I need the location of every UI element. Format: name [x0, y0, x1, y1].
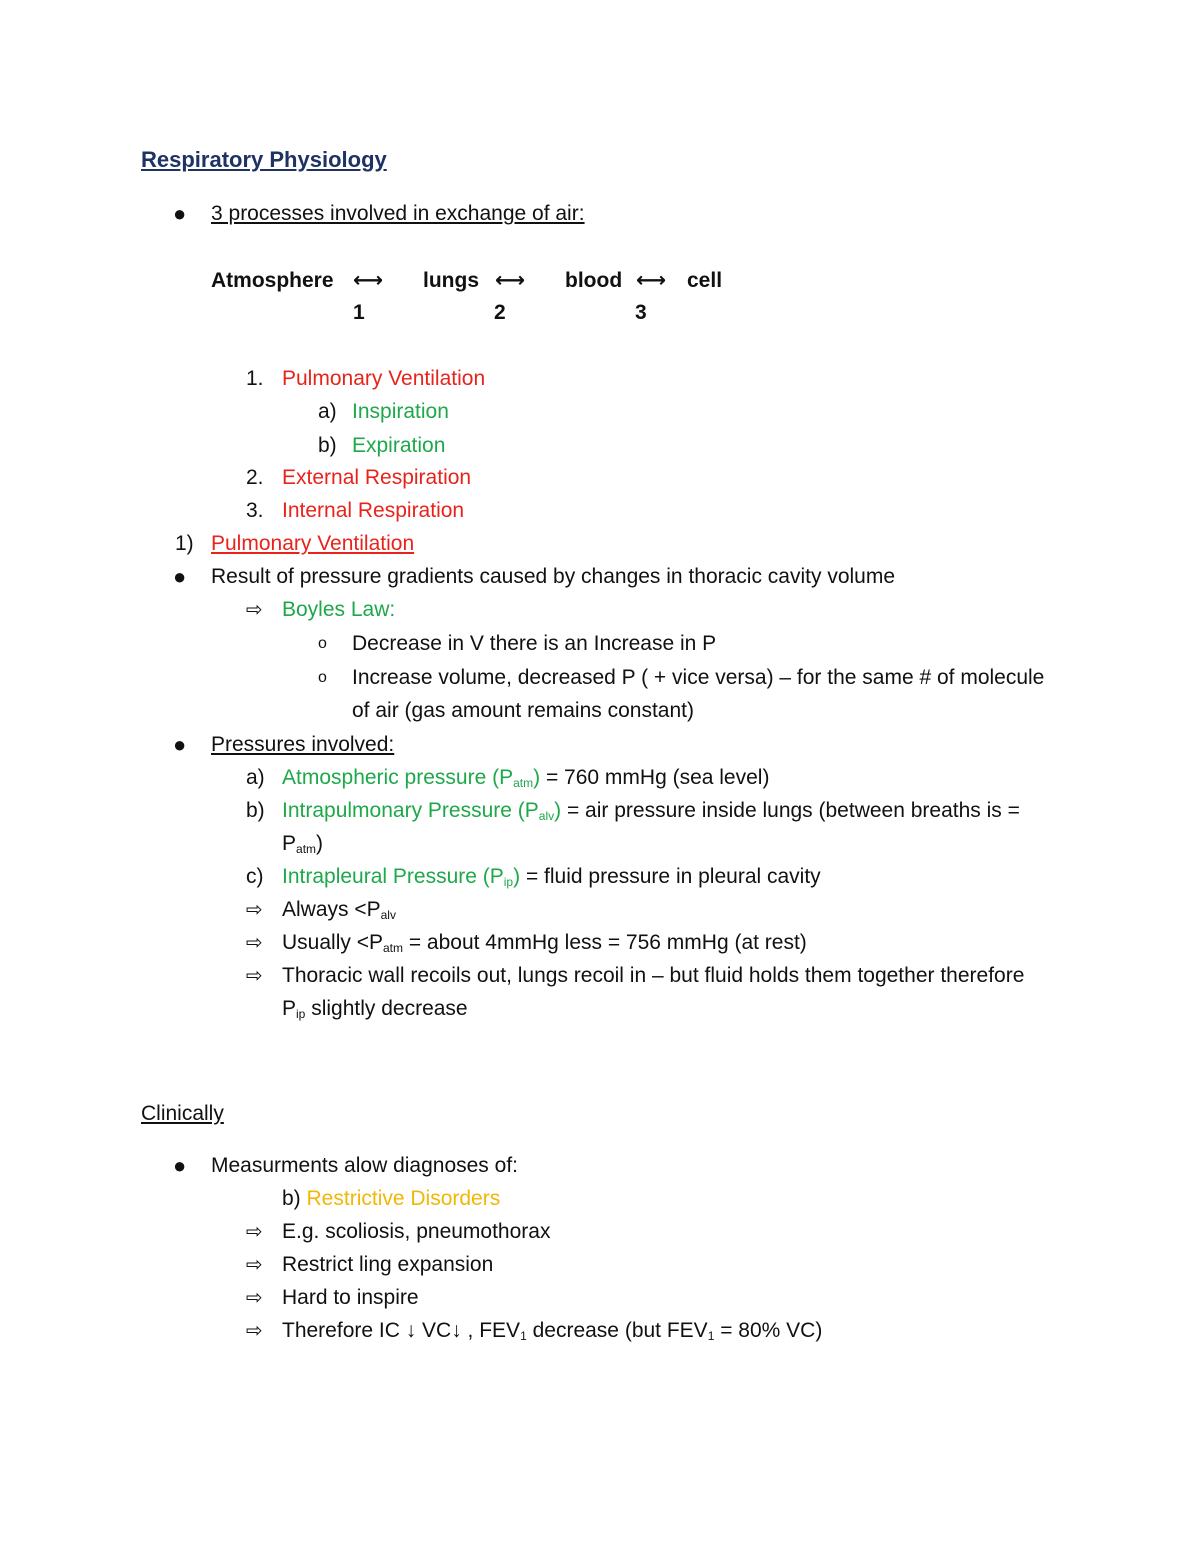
list-num: a)	[318, 400, 337, 423]
circle-bullet-icon: o	[318, 635, 327, 652]
chain-num-1: 1	[353, 301, 365, 324]
page-title: Respiratory Physiology	[141, 147, 387, 172]
chain-cell: cell	[687, 269, 723, 292]
pressure-ip-line: Intrapleural Pressure $(P_{ip})$ = fluid pressure in pleural cavity	[282, 865, 821, 889]
clinical-item: Restrict ling expansion	[282, 1253, 494, 1276]
list-item: Pulmonary Ventilation	[282, 367, 486, 390]
arrow-right-icon: ⇨	[246, 932, 263, 954]
bullet-icon: ●	[173, 732, 187, 757]
list-item: External Respiration	[282, 466, 472, 489]
arrow-right-icon: ⇨	[246, 599, 263, 621]
chain-atmosphere: Atmosphere	[211, 269, 334, 292]
pressure-label: a)	[246, 766, 265, 789]
clinically-heading: Clinically	[141, 1102, 224, 1125]
pressure-gradient-text: Result of pressure gradients caused by changes in thoracic cavity volume	[211, 565, 896, 588]
double-arrow-icon: ⟷	[353, 269, 384, 292]
boyles-point: of air (gas amount remains constant)	[352, 699, 694, 722]
list-item: Inspiration	[352, 400, 449, 423]
list-num: 2.	[246, 466, 264, 489]
bullet-icon: ●	[173, 201, 187, 226]
arrow-right-icon: ⇨	[246, 1320, 263, 1342]
list-item: Expiration	[352, 434, 446, 457]
pressure-label: b)	[246, 799, 265, 822]
section-num: 1)	[175, 532, 194, 555]
double-arrow-icon: ⟷	[495, 269, 526, 292]
boyles-point: Increase volume, decreased P ( + vice versa) – for the same # of molecule	[352, 666, 1045, 689]
list-num: b)	[318, 434, 337, 457]
clinical-item: Hard to inspire	[282, 1286, 419, 1309]
circle-bullet-icon: o	[318, 669, 327, 686]
pressure-atm-line: Atmospheric pressure $(P_{atm}) = 760$ mmHg (sea level)	[282, 766, 770, 790]
arrow-right-icon: ⇨	[246, 899, 263, 921]
measurements-text: Measurments alow diagnoses of:	[211, 1154, 518, 1177]
usually-line: Usually $<P_{atm}$ = about 4mmHg less = 756 mmHg (at rest)	[282, 931, 807, 955]
arrow-right-icon: ⇨	[246, 1221, 263, 1243]
list-num: 1.	[246, 367, 264, 390]
chain-lungs: lungs	[423, 269, 479, 292]
arrow-right-icon: ⇨	[246, 1287, 263, 1309]
therefore-line: Therefore IC ↓ VC↓ , $FEV_1$ decrease (but $FEV_1 = 80\%$ VC)	[282, 1319, 823, 1343]
pressure-alv-line: Intrapulmonary Pressure $(P_{alv})$ = air pressure inside lungs (between breaths is =	[282, 799, 1020, 823]
list-num: 3.	[246, 499, 264, 522]
pressure-label: c)	[246, 865, 264, 888]
always-line: Always $<P_{alv}$	[282, 898, 396, 922]
pressure-alv-cont: $P_{atm}$)	[282, 832, 324, 856]
clinical-item: E.g. scoliosis, pneumothorax	[282, 1220, 551, 1243]
thoracic-line: Thoracic wall recoils out, lungs recoil in – but fluid holds them together therefore	[282, 964, 1025, 987]
chain-blood: blood	[565, 269, 623, 292]
double-arrow-icon: ⟷	[636, 269, 667, 292]
processes-heading: 3 processes involved in exchange of air:	[211, 202, 585, 225]
section-title: Pulmonary Ventilation	[211, 532, 415, 555]
arrow-right-icon: ⇨	[246, 1254, 263, 1276]
bullet-icon: ●	[173, 1153, 187, 1178]
restrictive-line: b) Restrictive Disorders	[282, 1187, 501, 1210]
boyles-law: Boyles Law:	[282, 598, 396, 621]
boyles-point: Decrease in V there is an Increase in P	[352, 632, 717, 655]
pip-line: $P_{ip}$ slightly decrease	[282, 997, 468, 1021]
chain-num-2: 2	[494, 301, 506, 324]
arrow-right-icon: ⇨	[246, 965, 263, 987]
bullet-icon: ●	[173, 564, 187, 589]
pressures-heading: Pressures involved:	[211, 733, 395, 756]
list-item: Internal Respiration	[282, 499, 465, 522]
chain-num-3: 3	[635, 301, 647, 324]
